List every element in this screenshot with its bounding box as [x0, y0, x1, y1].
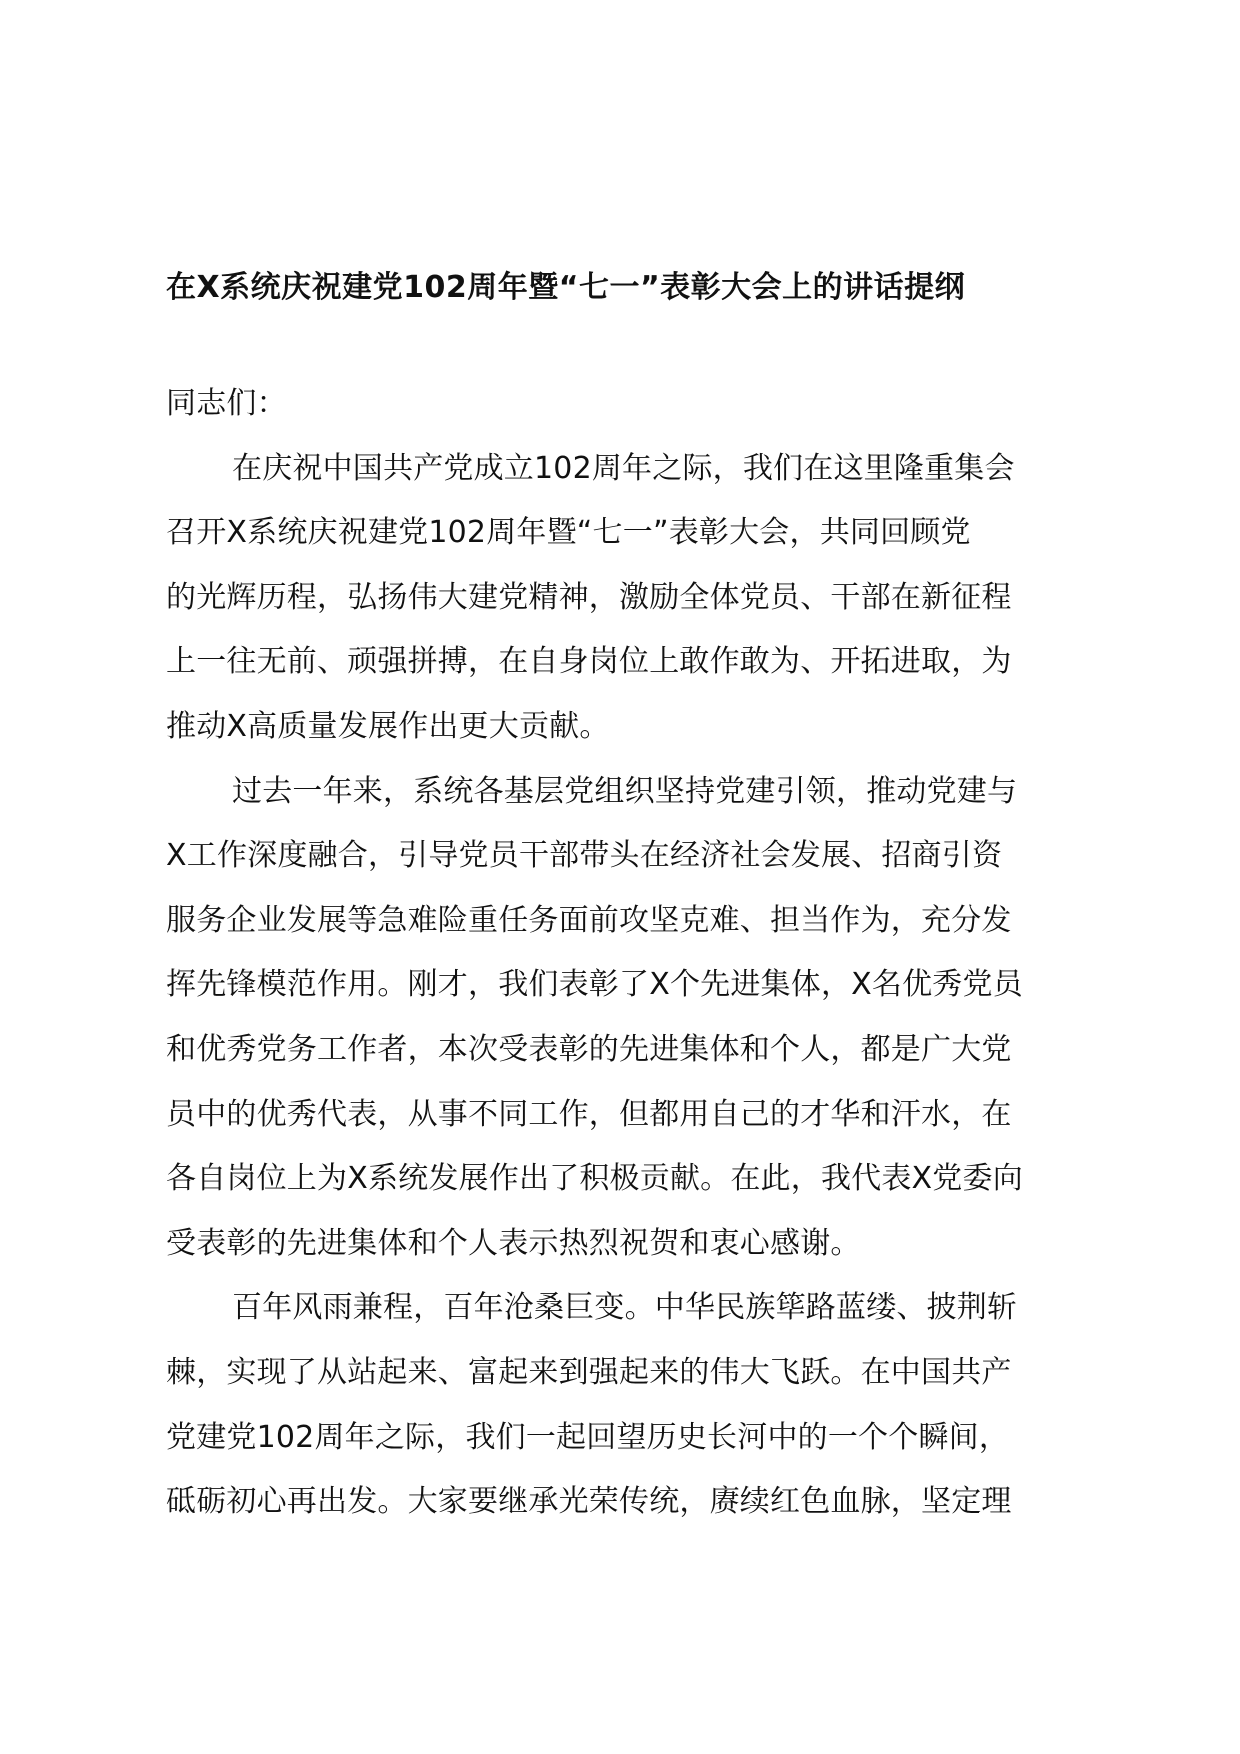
paragraph-2-line-1: 过去一年来，系统各基层党组织坚持党建引领，推动党建与 [232, 773, 1018, 809]
paragraph-1-line-1: 在庆祝中国共产党成立102周年之际，我们在这里隆重集会 [232, 450, 1015, 486]
paragraph-1-line-5: 推动X高质量发展作出更大贡献。 [166, 708, 610, 744]
paragraph-2-line-2: X工作深度融合，引导党员干部带头在经济社会发展、招商引资 [166, 838, 1003, 874]
paragraph-2-line-6: 员中的优秀代表，从事不同工作，但都用自己的才华和汗水，在 [166, 1096, 1012, 1132]
paragraph-2-line-3: 服务企业发展等急难险重任务面前攻坚克难、担当作为，充分发 [166, 902, 1012, 938]
paragraph-2-line-8: 受表彰的先进集体和个人表示热烈祝贺和衷心感谢。 [166, 1225, 861, 1261]
paragraph-3-line-3: 党建党102周年之际，我们一起回望历史长河中的一个个瞬间， [166, 1419, 1010, 1455]
paragraph-2-line-7: 各自岗位上为X系统发展作出了积极贡献。在此，我代表X党委向 [166, 1161, 1023, 1197]
paragraph-3-line-2: 棘，实现了从站起来、富起来到强起来的伟大飞跃。在中国共产 [166, 1354, 1012, 1390]
speech-body [166, 372, 1106, 1535]
document-title: 在X系统庆祝建党102周年暨“七一”表彰大会上的讲话提纲 [166, 270, 966, 305]
paragraph-1-line-4: 上一往无前、顽强拼搏，在自身岗位上敢作敢为、开拓进取，为 [166, 644, 1012, 680]
paragraph-1-line-3: 的光辉历程，弘扬伟大建党精神，激励全体党员、干部在新征程 [166, 579, 1012, 615]
salutation: 同志们： [166, 386, 287, 421]
paragraph-3-line-1: 百年风雨兼程，百年沧桑巨变。中华民族筚路蓝缕、披荆斩 [232, 1290, 1018, 1326]
paragraph-2-line-4: 挥先锋模范作用。刚才，我们表彰了X个先进集体，X名优秀党员 [166, 967, 1023, 1003]
paragraph-3-line-4: 砥砺初心再出发。大家要继承光荣传统，赓续红色血脉，坚定理 [166, 1484, 1012, 1520]
paragraph-2-line-5: 和优秀党务工作者，本次受表彰的先进集体和个人，都是广大党 [166, 1031, 1012, 1067]
paragraph-1-line-2: 召开X系统庆祝建党102周年暨“七一”表彰大会，共同回顾党 [166, 515, 971, 551]
